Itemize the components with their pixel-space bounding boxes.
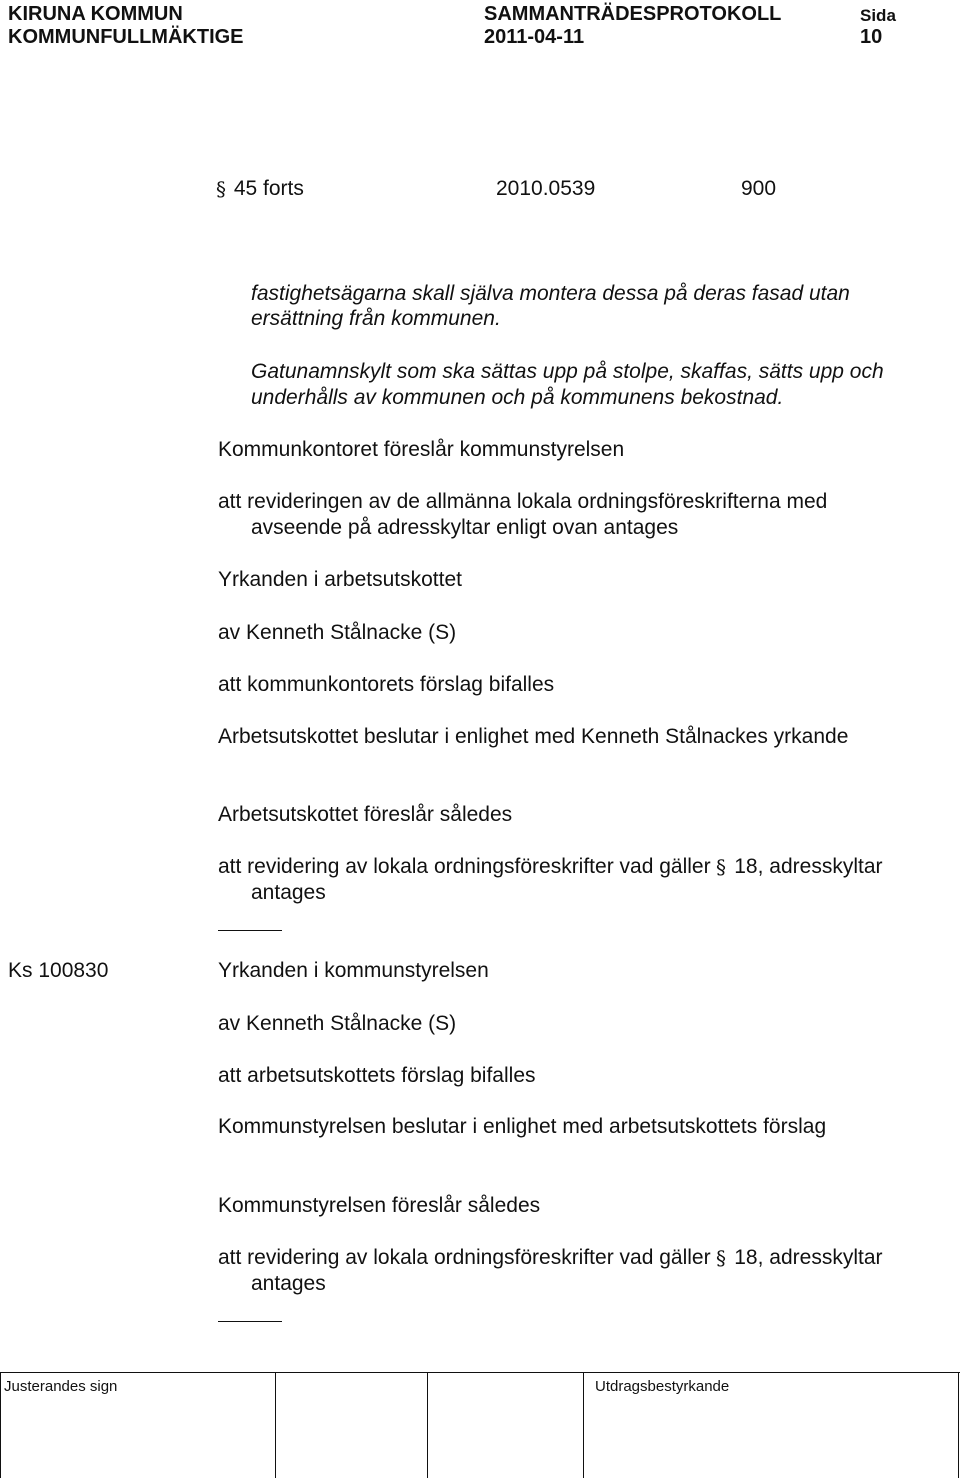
committee-proposal-line-1 — [218, 854, 883, 880]
committee-proposal-heading: Arbetsutskottet föreslår således — [218, 803, 513, 826]
board-decision: Kommunstyrelsen beslutar i enlighet med arbetsutskottets förslag — [218, 1115, 827, 1138]
separator-rule — [218, 930, 282, 931]
signature-label: Justerandes sign — [4, 1378, 118, 1395]
proposal-text-line-1: att revideringen av de allmänna lokala ordningsföreskrifterna med — [218, 490, 828, 513]
page-number: 10 — [860, 26, 883, 48]
board-proposal-text-post: 18, adresskyltar — [728, 1246, 883, 1269]
section-sign-icon — [216, 176, 228, 200]
board-motion-text: att arbetsutskottets förslag bifalles — [218, 1064, 536, 1087]
footer-divider — [275, 1373, 276, 1478]
svg-text:§: § — [716, 855, 727, 878]
footer-divider — [0, 1373, 1, 1478]
ks-reference: Ks 100830 — [8, 959, 109, 982]
svg-text:§: § — [716, 1246, 727, 1269]
board-motion-by: av Kenneth Stålnacke (S) — [218, 1012, 457, 1035]
classification-code: 900 — [741, 177, 777, 200]
italic-paragraph-1-line-2: ersättning från kommunen. — [251, 307, 501, 330]
italic-paragraph-2-line-2: underhålls av kommunen och på kommunens bekostnad. — [251, 386, 784, 409]
footer-rule — [0, 1372, 960, 1373]
meeting-date: 2011-04-11 — [484, 26, 585, 48]
italic-paragraph-2-line-1: Gatunamnskylt som ska sättas upp på stolpe, skaffas, sätts upp och — [251, 360, 884, 383]
document-type: SAMMANTRÄDESPROTOKOLL — [484, 3, 782, 25]
municipality-name: KIRUNA KOMMUN — [8, 3, 183, 25]
section-line — [216, 176, 304, 202]
footer-divider — [427, 1373, 428, 1478]
section-sign-icon — [716, 854, 728, 878]
board-proposal-heading: Kommunstyrelsen föreslår således — [218, 1194, 541, 1217]
motion-by: av Kenneth Stålnacke (S) — [218, 621, 457, 644]
committee-proposal-text-pre: att revidering av lokala ordningsföreskrifter vad gäller — [218, 855, 717, 878]
motions-committee-heading: Yrkanden i arbetsutskottet — [218, 568, 462, 591]
section-number: 45 forts — [233, 177, 304, 200]
section-sign-icon — [716, 1245, 728, 1269]
committee-proposal-text-post: 18, adresskyltar — [728, 855, 883, 878]
footer-divider — [583, 1373, 584, 1478]
proposal-heading: Kommunkontoret föreslår kommunstyrelsen — [218, 438, 625, 461]
proposal-text-line-2: avseende på adresskyltar enligt ovan antages — [251, 516, 679, 539]
committee-decision: Arbetsutskottet beslutar i enlighet med Kenneth Stålnackes yrkande — [218, 725, 849, 748]
board-proposal-line-1 — [218, 1245, 883, 1271]
committee-proposal-line-2: antages — [251, 881, 326, 904]
extract-label: Utdragsbestyrkande — [595, 1378, 730, 1395]
italic-paragraph-1-line-1: fastighetsägarna skall själva montera dessa på deras fasad utan — [251, 282, 850, 305]
separator-rule — [218, 1321, 282, 1322]
footer-divider — [958, 1373, 959, 1478]
motions-board-heading: Yrkanden i kommunstyrelsen — [218, 959, 489, 982]
board-proposal-line-2: antages — [251, 1272, 326, 1295]
page-label: Sida — [860, 6, 896, 25]
svg-text:§: § — [216, 177, 226, 200]
case-number: 2010.0539 — [496, 177, 596, 200]
motion-text: att kommunkontorets förslag bifalles — [218, 673, 555, 696]
council-name: KOMMUNFULLMÄKTIGE — [8, 26, 244, 48]
board-proposal-text-pre: att revidering av lokala ordningsföreskrifter vad gäller — [218, 1246, 717, 1269]
